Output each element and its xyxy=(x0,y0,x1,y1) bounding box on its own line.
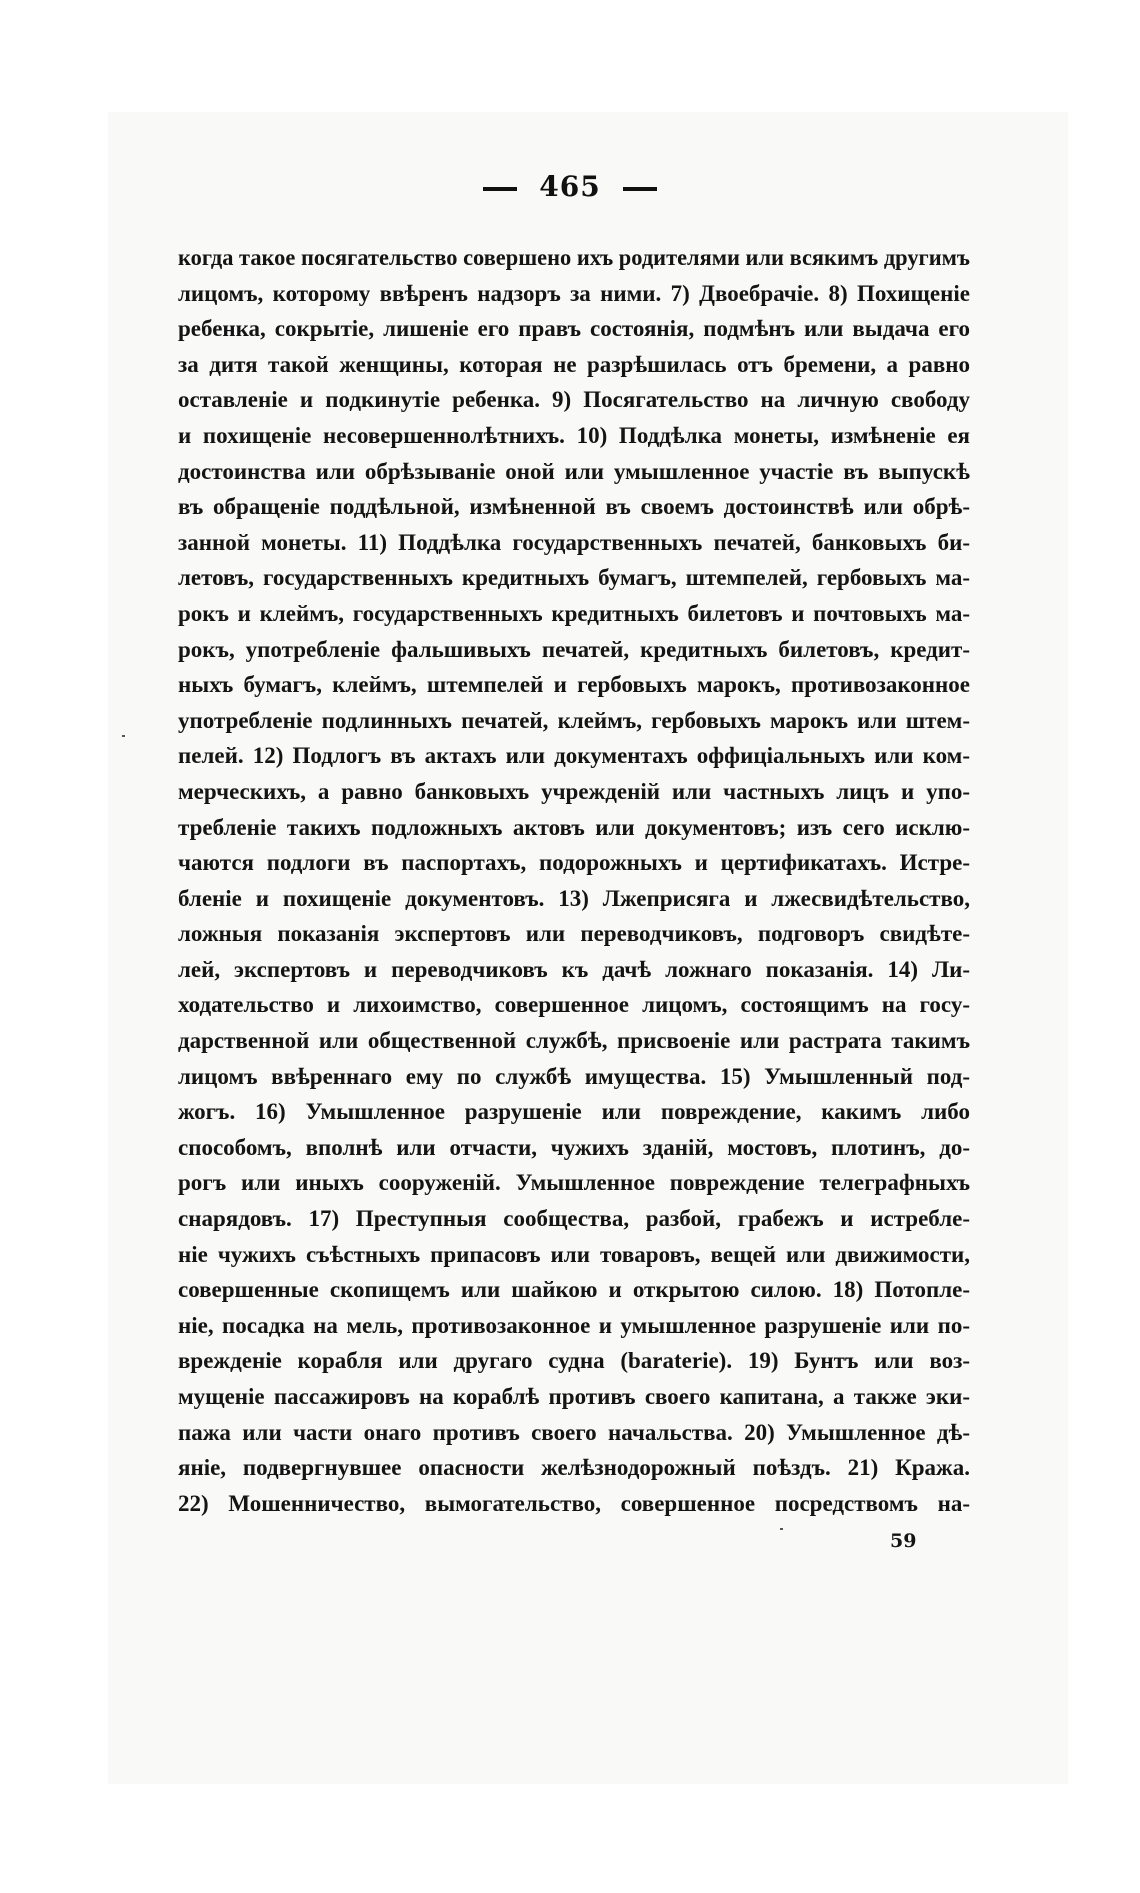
text-line: ходательство и лихоимство, совершенное лицомъ, состоящимъ на госу- xyxy=(178,992,970,1018)
text-line: лицомъ, которому ввѣренъ надзоръ за ними. 7) Двоебрачіе. 8) Похищеніе xyxy=(178,280,970,306)
scan-speck xyxy=(122,735,125,737)
text-line: требленіе такихъ подложныхъ актовъ или документовъ; изъ сего исклю- xyxy=(178,814,970,840)
text-line: оставленіе и подкинутіе ребенка. 9) Посягательство на личную свободу xyxy=(178,387,970,413)
text-line: рокъ и клеймъ, государственныхъ кредитныхъ билетовъ и почтовыхъ ма- xyxy=(178,600,970,626)
text-line: яніе, подвергнувшее опасности желѣзнодорожный поѣздъ. 21) Кража. xyxy=(178,1455,970,1481)
text-line: въ обращеніе поддѣльной, измѣненной въ своемъ достоинствѣ или обрѣ- xyxy=(178,494,970,520)
header-right-dash xyxy=(623,187,657,191)
text-line: жогъ. 16) Умышленное разрушеніе или повреждение, какимъ либо xyxy=(178,1099,970,1125)
text-line: занной монеты. 11) Поддѣлка государственныхъ печатей, банковыхъ би- xyxy=(178,529,970,555)
text-line: ложныя показанія экспертовъ или переводчиковъ, подговоръ свидѣте- xyxy=(178,921,970,947)
text-line: за дитя такой женщины, которая не разрѣшилась отъ бремени, а равно xyxy=(178,351,970,377)
text-line: совершенные скопищемъ или шайкою и открытою силою. 18) Потопле- xyxy=(178,1277,970,1303)
text-line: пелей. 12) Подлогъ въ актахъ или документахъ оффиціальныхъ или ком- xyxy=(178,743,970,769)
text-line: ребенка, сокрытіе, лишеніе его правъ состоянія, подмѣнъ или выдача его xyxy=(178,316,970,342)
text-line: пажа или части онаго противъ своего начальства. 20) Умышленное дѣ- xyxy=(178,1419,970,1445)
text-line: лицомъ ввѣреннаго ему по службѣ имущества. 15) Умышленный под- xyxy=(178,1063,970,1089)
page-header xyxy=(0,170,1140,203)
text-line: рокъ, употребленіе фальшивыхъ печатей, кредитныхъ билетовъ, кредит- xyxy=(178,636,970,662)
text-line: мущеніе пассажировъ на кораблѣ противъ своего капитана, а также эки- xyxy=(178,1384,970,1409)
text-line: снарядовъ. 17) Преступныя сообщества, разбой, грабежъ и истребле- xyxy=(178,1206,970,1232)
text-line: летовъ, государственныхъ кредитныхъ бумагъ, штемпелей, гербовыхъ ма- xyxy=(178,565,970,591)
text-line: дарственной или общественной службѣ, присвоеніе или растрата такимъ xyxy=(178,1028,970,1054)
text-line: ніе, посадка на мель, противозаконное и умышленное разрушеніе или по- xyxy=(178,1312,970,1338)
scan-speck xyxy=(780,1528,783,1530)
signature-mark: 59 xyxy=(890,1530,917,1552)
text-line: рогъ или иныхъ сооруженій. Умышленное повреждение телеграфныхъ xyxy=(178,1170,970,1196)
text-line: когда такое посягательство совершено ихъ родителями или всякимъ другимъ xyxy=(178,245,970,270)
text-line: мерческихъ, а равно банковыхъ учрежденій или частныхъ лицъ и упо- xyxy=(178,778,970,804)
text-line: 22) Мошенничество, вымогательство, совершенное посредствомъ на- xyxy=(178,1490,970,1516)
text-line: и похищеніе несовершеннолѣтнихъ. 10) Поддѣлка монеты, измѣненіе ея xyxy=(178,422,970,448)
text-line: ныхъ бумагъ, клеймъ, штемпелей и гербовыхъ марокъ, противозаконное xyxy=(178,672,970,698)
body-text xyxy=(178,240,970,1521)
page-number: 465 xyxy=(539,170,601,203)
text-line: врежденіе корабля или другаго судна (baraterie). 19) Бунтъ или воз- xyxy=(178,1348,970,1374)
text-line: лей, экспертовъ и переводчиковъ къ дачѣ ложнаго показанія. 14) Ли- xyxy=(178,956,970,982)
text-line: бленіе и похищеніе документовъ. 13) Лжеприсяга и лжесвидѣтельство, xyxy=(178,885,970,911)
text-line: чаются подлоги въ паспортахъ, подорожныхъ и цертификатахъ. Истре- xyxy=(178,850,970,876)
text-line: достоинства или обрѣзываніе оной или умышленное участіе въ выпускѣ xyxy=(178,458,970,484)
text-line: способомъ, вполнѣ или отчасти, чужихъ зданій, мостовъ, плотинъ, до- xyxy=(178,1134,970,1160)
text-line: ніе чужихъ съѣстныхъ припасовъ или товаровъ, вещей или движимости, xyxy=(178,1241,970,1267)
text-line: употребленіе подлинныхъ печатей, клеймъ, гербовыхъ марокъ или штем- xyxy=(178,707,970,733)
header-left-dash xyxy=(483,187,517,191)
